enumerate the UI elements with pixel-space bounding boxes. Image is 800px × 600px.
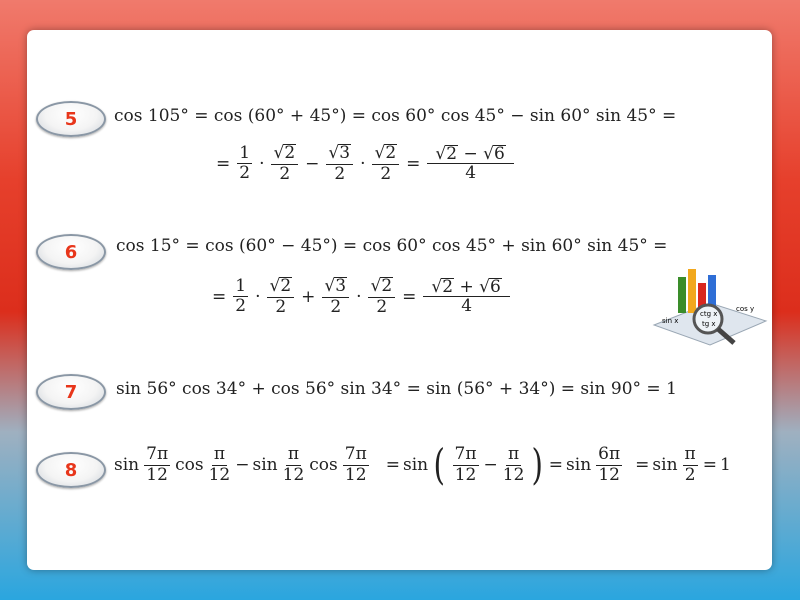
fraction: $\frac{1}{2}$ — [235, 275, 247, 317]
row6-line2: = $\frac{1}{2}$ · $\frac{√2}{2}$ + $\frac{√3}{2}$ · $\frac{√2}{2}$ = $\frac{√2 + √6}{4}$ — [212, 277, 512, 317]
row6-line1: cos 15° = cos (60° − 45°) = cos 60° cos 45° + sin 60° sin 45° = — [116, 236, 668, 256]
task-badge-6: 6 — [36, 234, 106, 270]
equals-sign: = — [406, 153, 421, 174]
result-fraction: $\frac{√2 - √6}{4}$ — [427, 145, 513, 184]
operator: − — [305, 153, 320, 174]
fraction: $\frac{√2}{2}$ — [368, 277, 395, 317]
row7-line1: sin 56° cos 34° + cos 56° sin 34° = sin (56° + 34°) = sin 90° = 1 — [116, 379, 677, 399]
right-paren: ) — [531, 440, 544, 489]
svg-text:tg x: tg x — [702, 320, 716, 328]
equals-sign: = — [402, 286, 417, 307]
fraction: $\frac{7\pi}{12}$ — [344, 443, 367, 485]
fraction: $\frac{7\pi}{12}$ — [146, 443, 169, 485]
svg-text:cos y: cos y — [736, 305, 755, 313]
fraction: $\frac{\pi}{12}$ — [282, 443, 305, 485]
fraction: $\frac{√2}{2}$ — [267, 277, 294, 317]
task-badge-7: 7 — [36, 374, 106, 410]
fraction: $\frac{6\pi}{12}$ — [598, 443, 621, 485]
fraction: $\frac{√3}{2}$ — [326, 144, 353, 184]
trig-formula-chart-icon — [650, 263, 768, 359]
row5-line2: = $\frac{1}{2}$ · $\frac{√2}{2}$ − $\frac{√3}{2}$ · $\frac{√2}{2}$ = $\frac{√2 - √6}{4}$ — [216, 144, 516, 184]
result-fraction: $\frac{√2 + √6}{4}$ — [423, 278, 509, 317]
fraction: $\frac{\pi}{12}$ — [502, 443, 525, 485]
task-badge-8: 8 — [36, 452, 106, 488]
left-paren: ( — [433, 440, 446, 489]
equals-sign: = — [216, 153, 231, 174]
fraction: $\frac{√2}{2}$ — [372, 144, 399, 184]
row5-line1: cos 105° = cos (60° + 45°) = cos 60° cos 45° − sin 60° sin 45° = — [114, 106, 677, 126]
fraction: $\frac{√2}{2}$ — [271, 144, 298, 184]
row8-line1: sin $\frac{7\pi}{12}$ cos $\frac{\pi}{12}$ − sin $\frac{\pi}{12}$ cos $\frac{7\pi}{12}$ = sin ( $\frac{7\pi}{12}$ − $\frac{\pi}{12}$ ) = sin $\frac{6\pi}{12}$ = sin $\frac{\pi}{2}$ = 1 — [114, 440, 731, 489]
fraction: $\frac{\pi}{12}$ — [208, 443, 231, 485]
fraction: $\frac{7\pi}{12}$ — [454, 443, 477, 485]
task-badge-5: 5 — [36, 101, 106, 137]
svg-text:sin x: sin x — [662, 317, 679, 325]
fraction: $\frac{1}{2}$ — [239, 142, 251, 184]
fraction: $\frac{\pi}{2}$ — [684, 443, 696, 485]
fraction: $\frac{√3}{2}$ — [322, 277, 349, 317]
svg-text:ctg x: ctg x — [700, 310, 718, 318]
operator: + — [301, 286, 316, 307]
equals-sign: = — [212, 286, 227, 307]
